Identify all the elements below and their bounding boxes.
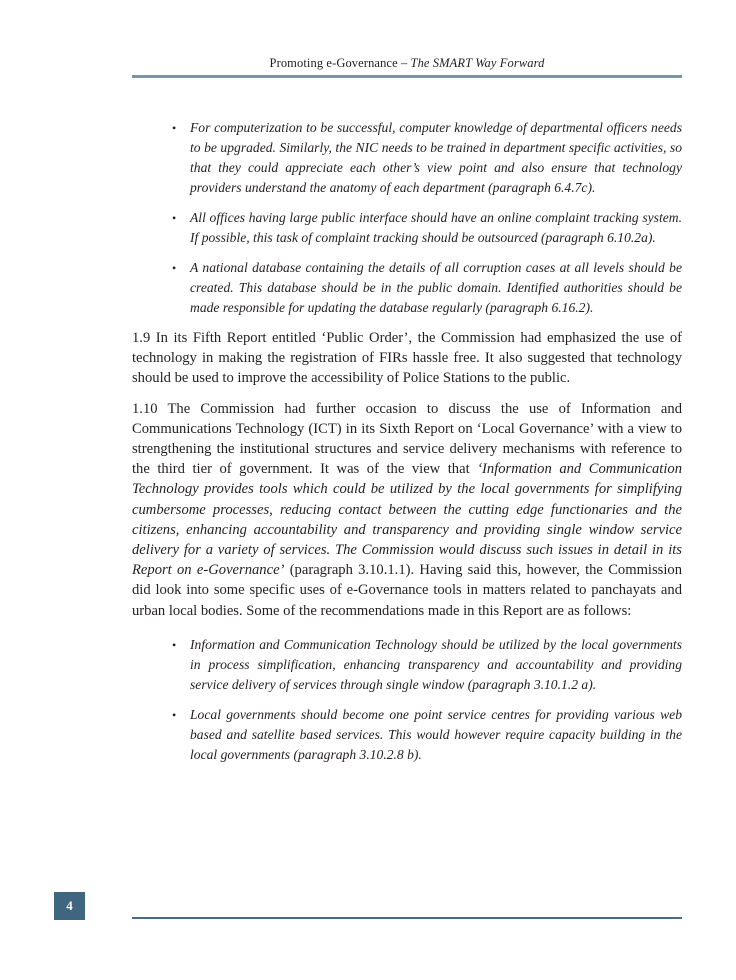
list-item-text: All offices having large public interface should have an online complaint tracking system. If possible, this task of complaint tracking should be outsourced (paragraph 6.10.2a). <box>190 210 682 245</box>
paragraph-1-10 <box>132 399 682 621</box>
paragraph-text: (paragraph 3.10.1.1). Having said this, however, the Commission did look into some specific uses of e-Governance tools in matters related to panchayats and urban local bodies. Some of the recommendations made in this Report are as follows: <box>132 562 682 619</box>
header-subtitle: The SMART Way Forward <box>410 56 545 70</box>
header-title: Promoting e-Governance – <box>269 56 411 70</box>
list-item <box>132 258 682 318</box>
page-number: 4 <box>54 892 85 920</box>
list-item-text: A national database containing the details of all corruption cases at all levels should be created. This database should be in the public domain. Identified authorities should be made responsible for updating the database regularly (paragraph 6.16.2). <box>190 260 682 315</box>
footer-rule <box>132 917 682 919</box>
bullet-icon: • <box>172 121 177 135</box>
list-item-text: For computerization to be successful, computer knowledge of departmental officers needs to be upgraded. Similarly, the NIC needs to be trained in department specific activities, so that they could appreciate each other’s view point and also ensure that technology providers understand the anatomy of each department (paragraph 6.4.7c). <box>190 120 682 195</box>
bullet-icon: • <box>172 211 177 225</box>
page-content <box>132 118 682 775</box>
bullet-icon: • <box>172 707 177 722</box>
paragraph-1-9: 1.9 In its Fifth Report entitled ‘Public Order’, the Commission had emphasized the use of technology in making the registration of FIRs hassle free. It also suggested that technology should be used to improve the accessibility of Police Stations to the public. <box>132 330 682 387</box>
bullet-icon: • <box>172 637 177 652</box>
list-item <box>132 118 682 198</box>
header-rule <box>132 75 682 78</box>
list-item <box>132 635 682 695</box>
paragraph-text: 1.10 The Commission had further occasion to discuss the use of Information and Communications Technology (ICT) in its Sixth Report on ‘Local Governance’ with a view to strengthening the institutional structures and service delivery mechanisms with reference to the third tier of government. It was of the view that <box>132 400 682 478</box>
list-item <box>132 705 682 765</box>
bullet-icon: • <box>172 261 177 275</box>
list-item-text: Information and Communication Technology should be utilized by the local governments in process simplification, enhancing transparency and accountability and providing service delivery of services through single window (paragraph 3.10.1.2 a). <box>190 636 682 692</box>
paragraph-quote: ‘Information and Communication Technology provides tools which could be utilized by the local governments for simplifying cumbersome processes, reducing contact between the cutting edge functionaries and the citizens, enhancing accountability and transparency and providing single window service delivery for a variety of services. The Commission would discuss such issues in detail in its Report on e-Governance’ <box>132 461 682 579</box>
recommendation-list-2 <box>132 635 682 765</box>
running-header <box>132 56 682 71</box>
list-item <box>132 208 682 248</box>
recommendation-list-1 <box>132 118 682 318</box>
list-item-text: Local governments should become one point service centres for providing various web based and satellite based services. This would however require capacity building in the local governments (paragraph 3.10.2.8 b). <box>190 706 682 762</box>
